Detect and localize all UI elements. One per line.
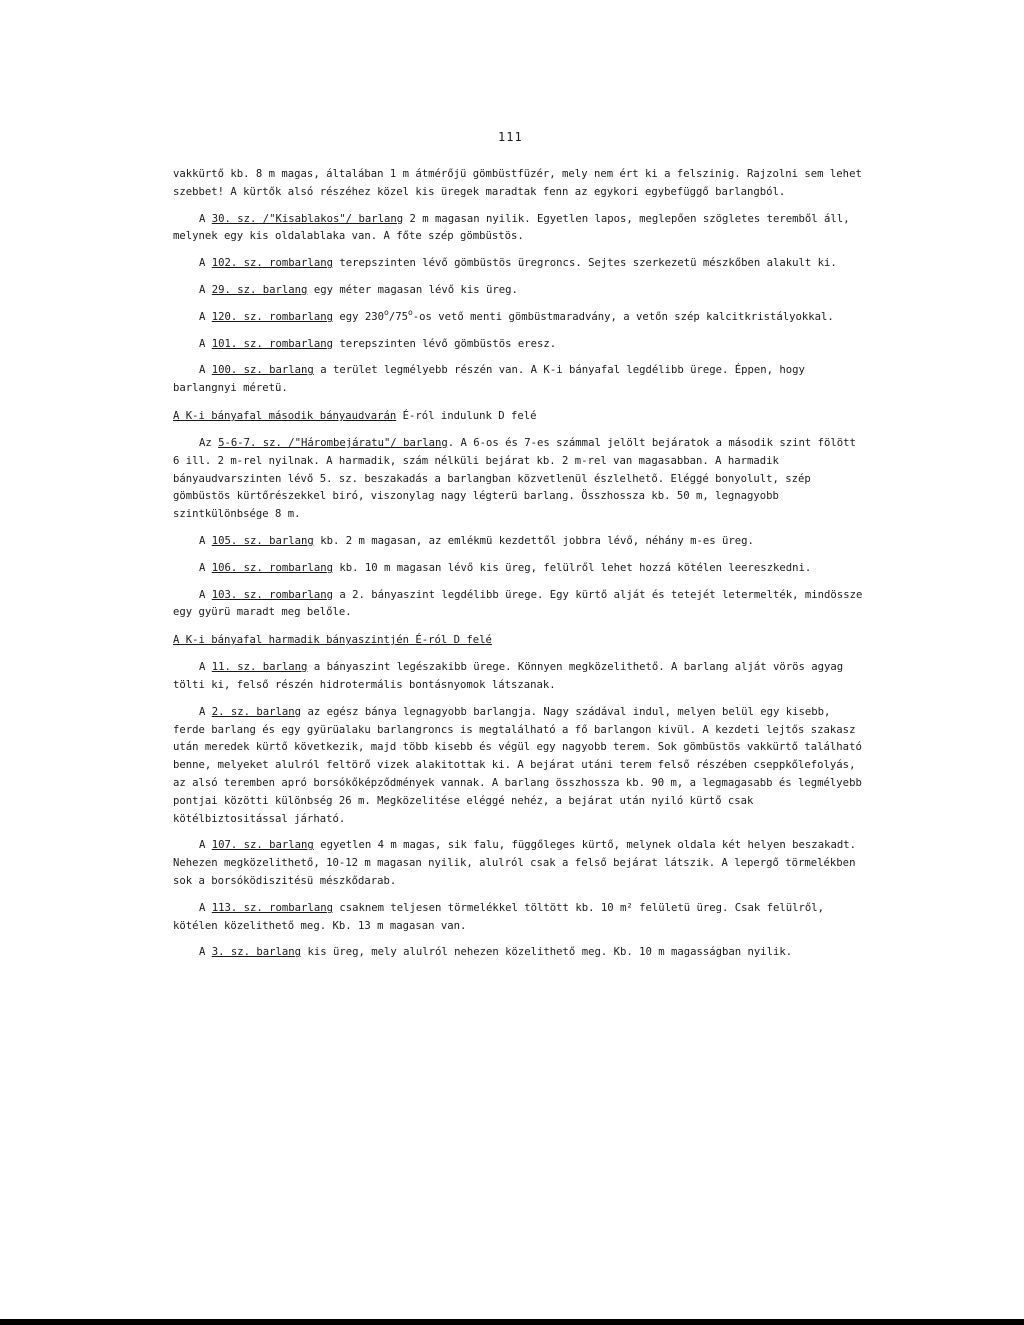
cave-reference: 113. sz. rombarlang [211, 901, 333, 914]
paragraph: A 30. sz. /"Kisablakos"/ barlang 2 m magasan nyilik. Egyetlen lapos, meglepően szögletes teremből áll, melynek egy kis oldalablaka van. A főte szép gömbüstös. [173, 212, 850, 243]
cave-reference: 102. sz. rombarlang [211, 257, 333, 270]
paragraph: A 103. sz. rombarlang a 2. bányaszint legdélibb ürege. Egy kürtő alját és tetejét letermelték, mindössze egy gyürü maradt meg belőle. [173, 588, 863, 619]
cave-reference: 5-6-7. sz. /"Hárombejáratu"/ barlang [218, 436, 448, 449]
cave-reference: 103. sz. rombarlang [211, 588, 333, 601]
section-heading: A K-i bányafal második bányaudvarán É-ról indulunk D felé [173, 409, 537, 422]
paragraph: A 106. sz. rombarlang kb. 10 m magasan lévő kis üreg, felülről lehet hozzá kötélen leereszkedni. [199, 561, 812, 574]
paragraph: A 3. sz. barlang kis üreg, mely alulról nehezen közelithető meg. Kb. 10 m magasságban nyilik. [199, 946, 793, 959]
cave-reference: 100. sz. barlang [211, 364, 314, 377]
cave-reference: 29. sz. barlang [211, 283, 308, 296]
paragraph: vakkürtő kb. 8 m magas, általában 1 m átmérőjü gömbüstfüzér, mely nem ért ki a felszinig. Rajzolni sem lehet szebbet! A kürtők alsó részéhez közel kis üregek maradtak fenn az egykori egybefüggő barlangból. [173, 168, 862, 198]
cave-reference: 120. sz. rombarlang [211, 310, 333, 323]
paragraph: Az 5-6-7. sz. /"Hárombejáratu"/ barlang. A 6-os és 7-es számmal jelölt bejáratok a második szint fölött 6 ill. 2 m-rel nyilnak. A harmadik, szám nélküli bejárat kb. 2 m-rel van magasabban. A harmadik bányaudvarszinten lévő 5. sz. beszakadás a barlangban közvetlenül észlelhető. Eléggé bonyolult, szép gömbüstös kürtőrészekkel biró, viszonylag nagy légterü barlang. Összhossza kb. 50 m, legnagyobb szintkülönbsége 8 m. [173, 436, 856, 521]
paragraph: A 2. sz. barlang az egész bánya legnagyobb barlangja. Nagy szádával indul, melyen belül egy kisebb, ferde barlang és egy gyürüalaku barlangroncs is megtalálható a fő barlangon kivül. A kezdeti lejtős szakasz után meredek kürtő következik, majd több kisebb és végül egy nagyobb terem. Sok gömbüstös vakkürtő található benne, melyeket alulról feltörő vizek alakitottak ki. A bejárat utáni terem felső részében cseppkőlefolyás, az alsó teremben apró borsókőképződmények vannak. A barlang összhossza kb. 90 m, a legmagasabb és legmélyebb pontjai közötti különbség 26 m. Megközelitése eléggé nehéz, a bejárat után nyiló kürtő csak kötélbiztositással járható. [173, 705, 862, 825]
cave-reference: 30. sz. /"Kisablakos"/ barlang [211, 212, 404, 225]
paragraph: A 100. sz. barlang a terület legmélyebb részén van. A K-i bányafal legdélibb ürege. Éppen, hogy barlangnyi méretü. [173, 364, 805, 395]
paragraph: A 11. sz. barlang a bányaszint legészakibb ürege. Könnyen megközelithető. A barlang alját vörös agyag tölti ki, felső részén hidrotermális bontásnyomok látszanak. [173, 661, 844, 691]
paragraph: A 120. sz. rombarlang egy 230$^o$/75$^o$-os vető menti gömbüstmaradvány, a vetőn szép kalcitkristályokkal. [199, 307, 834, 323]
paragraph: A 105. sz. barlang kb. 2 m magasan, az emlékmü kezdettől jobbra lévő, néhány m-es üreg. [199, 534, 754, 547]
scan-edge [0, 1319, 1024, 1325]
paragraph: A 102. sz. rombarlang terepszinten lévő gömbüstös üregroncs. Sejtes szerkezetü mészkőben alakult ki. [199, 257, 837, 270]
paragraph: A 113. sz. rombarlang csaknem teljesen törmelékkel töltött kb. 10 m² felületü üreg. Csak felülről, kötélen közelithető meg. Kb. 13 m magasan van. [173, 901, 825, 932]
paragraph: A 107. sz. barlang egyetlen 4 m magas, sik falu, függőleges kürtő, melynek oldala két helyen beszakadt. Nehezen megközelithető, 10-12 m magasan nyilik, alulról csak a felső bejárat látszik. A lepergő törmelékben sok a borsóködiszitésü mészkődarab. [173, 839, 856, 887]
cave-reference: 107. sz. barlang [211, 839, 314, 852]
cave-reference: 105. sz. barlang [211, 534, 314, 547]
section-heading: A K-i bányafal harmadik bányaszintjén É-ról D felé [173, 634, 492, 647]
cave-reference: 11. sz. barlang [211, 661, 308, 674]
cave-reference: 2. sz. barlang [211, 705, 302, 718]
page-number: 111 [498, 130, 523, 144]
cave-reference: 101. sz. rombarlang [211, 337, 333, 350]
paragraph: A 29. sz. barlang egy méter magasan lévő kis üreg. [199, 283, 518, 296]
cave-reference: 3. sz. barlang [211, 946, 302, 959]
cave-reference: 106. sz. rombarlang [211, 561, 333, 574]
paragraph: A 101. sz. rombarlang terepszinten lévő gömbüstös eresz. [199, 337, 557, 350]
document-body [173, 166, 863, 971]
